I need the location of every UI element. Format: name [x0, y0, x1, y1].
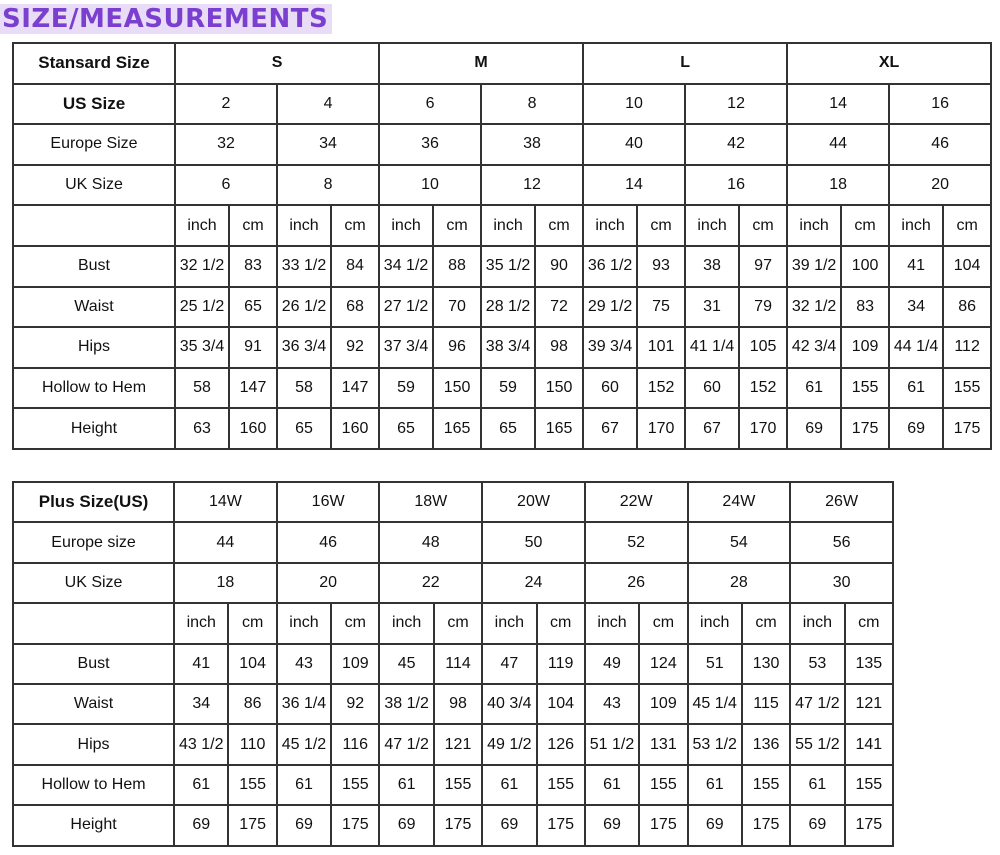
measurement-value: 51 1/2	[585, 724, 639, 764]
unit-inch: inch	[688, 603, 742, 643]
measurement-label: Waist	[13, 287, 175, 328]
measurement-value: 35 3/4	[175, 327, 229, 368]
measurement-value: 155	[434, 765, 482, 805]
plus-size-value: 18W	[379, 482, 482, 522]
plus-europe-size-value: 52	[585, 522, 688, 562]
plus-europe-size-value: 54	[688, 522, 791, 562]
measurement-value: 35 1/2	[481, 246, 535, 287]
measurement-value: 58	[175, 368, 229, 409]
measurement-value: 25 1/2	[175, 287, 229, 328]
us-size-value: 10	[583, 84, 685, 125]
measurement-value: 86	[228, 684, 276, 724]
measurement-value: 47 1/2	[790, 684, 844, 724]
measurement-label: Bust	[13, 644, 174, 684]
measurement-value: 59	[481, 368, 535, 409]
plus-size-header-row	[13, 482, 893, 522]
measurement-value: 155	[742, 765, 790, 805]
measurement-value: 61	[482, 765, 536, 805]
plus-measurement-row-height	[13, 805, 893, 845]
measurement-value: 32 1/2	[175, 246, 229, 287]
measurement-value: 61	[174, 765, 228, 805]
measurement-value: 83	[229, 246, 277, 287]
measurement-value: 43 1/2	[174, 724, 228, 764]
measurement-value: 43	[277, 644, 331, 684]
measurement-row-hollow-to-hem	[13, 368, 991, 409]
measurement-value: 61	[889, 368, 943, 409]
measurement-value: 55 1/2	[790, 724, 844, 764]
measurement-value: 91	[229, 327, 277, 368]
unit-cm: cm	[637, 205, 685, 246]
measurement-value: 69	[787, 408, 841, 449]
measurement-value: 114	[434, 644, 482, 684]
measurement-row-bust	[13, 246, 991, 287]
uk-size-value: 20	[889, 165, 991, 206]
plus-uk-size-row	[13, 563, 893, 603]
measurement-value: 67	[583, 408, 637, 449]
measurement-value: 131	[639, 724, 687, 764]
measurement-value: 39 3/4	[583, 327, 637, 368]
measurement-value: 100	[841, 246, 889, 287]
measurement-value: 69	[379, 805, 433, 845]
unit-cm: cm	[739, 205, 787, 246]
measurement-value: 136	[742, 724, 790, 764]
unit-cm: cm	[639, 603, 687, 643]
uk-size-value: 16	[685, 165, 787, 206]
measurement-value: 170	[637, 408, 685, 449]
measurement-value: 112	[943, 327, 991, 368]
plus-size-value: 24W	[688, 482, 791, 522]
uk-size-label: UK Size	[13, 165, 175, 206]
measurement-value: 41	[889, 246, 943, 287]
uk-size-value: 14	[583, 165, 685, 206]
measurement-value: 65	[481, 408, 535, 449]
plus-europe-size-value: 56	[790, 522, 893, 562]
measurement-value: 41 1/4	[685, 327, 739, 368]
measurement-value: 72	[535, 287, 583, 328]
uk-size-value: 8	[277, 165, 379, 206]
measurement-value: 104	[537, 684, 585, 724]
measurement-value: 65	[379, 408, 433, 449]
measurement-value: 69	[889, 408, 943, 449]
measurement-value: 121	[434, 724, 482, 764]
plus-unit-row	[13, 603, 893, 643]
measurement-value: 152	[739, 368, 787, 409]
measurement-value: 152	[637, 368, 685, 409]
plus-measurement-row-waist	[13, 684, 893, 724]
measurement-value: 79	[739, 287, 787, 328]
plus-measurement-row-bust	[13, 644, 893, 684]
uk-size-value: 12	[481, 165, 583, 206]
unit-row-blank	[13, 205, 175, 246]
measurement-value: 61	[790, 765, 844, 805]
europe-size-value: 42	[685, 124, 787, 165]
measurement-value: 92	[331, 684, 379, 724]
measurement-value: 65	[229, 287, 277, 328]
unit-inch: inch	[583, 205, 637, 246]
europe-size-value: 36	[379, 124, 481, 165]
plus-uk-size-value: 18	[174, 563, 277, 603]
measurement-value: 47 1/2	[379, 724, 433, 764]
size-group-s: S	[175, 43, 379, 84]
measurement-value: 96	[433, 327, 481, 368]
measurement-value: 38 1/2	[379, 684, 433, 724]
measurement-value: 119	[537, 644, 585, 684]
measurement-value: 58	[277, 368, 331, 409]
uk-size-value: 10	[379, 165, 481, 206]
measurement-value: 36 1/4	[277, 684, 331, 724]
measurement-value: 105	[739, 327, 787, 368]
unit-cm: cm	[228, 603, 276, 643]
unit-inch: inch	[685, 205, 739, 246]
measurement-value: 175	[845, 805, 893, 845]
measurement-label: Height	[13, 408, 175, 449]
unit-inch: inch	[481, 205, 535, 246]
us-size-value: 16	[889, 84, 991, 125]
uk-size-row	[13, 165, 991, 206]
unit-inch: inch	[482, 603, 536, 643]
plus-size-value: 26W	[790, 482, 893, 522]
measurement-label: Hollow to Hem	[13, 765, 174, 805]
unit-row	[13, 205, 991, 246]
measurement-value: 147	[331, 368, 379, 409]
measurement-label: Bust	[13, 246, 175, 287]
measurement-value: 175	[742, 805, 790, 845]
us-size-value: 2	[175, 84, 277, 125]
measurement-value: 39 1/2	[787, 246, 841, 287]
unit-inch: inch	[585, 603, 639, 643]
plus-europe-size-value: 46	[277, 522, 380, 562]
measurement-value: 61	[277, 765, 331, 805]
measurement-value: 45 1/2	[277, 724, 331, 764]
measurement-value: 29 1/2	[583, 287, 637, 328]
measurement-value: 88	[433, 246, 481, 287]
measurement-value: 61	[688, 765, 742, 805]
measurement-label: Hips	[13, 327, 175, 368]
measurement-value: 47	[482, 644, 536, 684]
measurement-label: Waist	[13, 684, 174, 724]
measurement-value: 130	[742, 644, 790, 684]
measurement-value: 175	[841, 408, 889, 449]
measurement-value: 43	[585, 684, 639, 724]
measurement-value: 155	[943, 368, 991, 409]
europe-size-label: Europe Size	[13, 124, 175, 165]
measurement-value: 38	[685, 246, 739, 287]
unit-cm: cm	[742, 603, 790, 643]
unit-cm: cm	[537, 603, 585, 643]
size-group-l: L	[583, 43, 787, 84]
measurement-value: 175	[331, 805, 379, 845]
measurement-value: 175	[943, 408, 991, 449]
plus-uk-size-value: 30	[790, 563, 893, 603]
measurement-value: 83	[841, 287, 889, 328]
measurement-value: 104	[943, 246, 991, 287]
unit-cm: cm	[943, 205, 991, 246]
europe-size-value: 38	[481, 124, 583, 165]
measurement-value: 36 1/2	[583, 246, 637, 287]
measurement-value: 75	[637, 287, 685, 328]
measurement-value: 38 3/4	[481, 327, 535, 368]
unit-cm: cm	[434, 603, 482, 643]
measurement-value: 150	[433, 368, 481, 409]
unit-cm: cm	[535, 205, 583, 246]
measurement-value: 165	[535, 408, 583, 449]
us-size-value: 8	[481, 84, 583, 125]
measurement-value: 45 1/4	[688, 684, 742, 724]
measurement-value: 69	[277, 805, 331, 845]
unit-cm: cm	[331, 603, 379, 643]
measurement-value: 109	[639, 684, 687, 724]
measurement-value: 60	[583, 368, 637, 409]
unit-inch: inch	[277, 205, 331, 246]
plus-europe-size-value: 50	[482, 522, 585, 562]
page-title: SIZE/MEASUREMENTS	[0, 4, 332, 34]
measurement-value: 165	[433, 408, 481, 449]
europe-size-value: 32	[175, 124, 277, 165]
standard-size-header-row	[13, 43, 991, 84]
measurement-value: 97	[739, 246, 787, 287]
measurement-value: 70	[433, 287, 481, 328]
measurement-value: 109	[331, 644, 379, 684]
measurement-value: 126	[537, 724, 585, 764]
uk-size-value: 6	[175, 165, 277, 206]
us-size-value: 6	[379, 84, 481, 125]
measurement-value: 104	[228, 644, 276, 684]
measurement-value: 42 3/4	[787, 327, 841, 368]
unit-inch: inch	[790, 603, 844, 643]
measurement-value: 27 1/2	[379, 287, 433, 328]
measurement-row-height	[13, 408, 991, 449]
plus-measurement-row-hips	[13, 724, 893, 764]
standard-size-label: Stansard Size	[13, 43, 175, 84]
plus-uk-size-label: UK Size	[13, 563, 174, 603]
measurement-value: 26 1/2	[277, 287, 331, 328]
measurement-value: 141	[845, 724, 893, 764]
measurement-value: 53	[790, 644, 844, 684]
measurement-value: 93	[637, 246, 685, 287]
measurement-value: 65	[277, 408, 331, 449]
measurement-value: 90	[535, 246, 583, 287]
us-size-value: 14	[787, 84, 889, 125]
us-size-row	[13, 84, 991, 125]
measurement-value: 61	[585, 765, 639, 805]
plus-uk-size-value: 22	[379, 563, 482, 603]
measurement-row-waist	[13, 287, 991, 328]
measurement-value: 40 3/4	[482, 684, 536, 724]
measurement-value: 28 1/2	[481, 287, 535, 328]
europe-size-row	[13, 124, 991, 165]
measurement-value: 155	[228, 765, 276, 805]
unit-inch: inch	[174, 603, 228, 643]
measurement-value: 34 1/2	[379, 246, 433, 287]
plus-unit-row-blank	[13, 603, 174, 643]
measurement-value: 98	[535, 327, 583, 368]
measurement-value: 110	[228, 724, 276, 764]
measurement-value: 34	[889, 287, 943, 328]
measurement-value: 155	[841, 368, 889, 409]
measurement-value: 150	[535, 368, 583, 409]
plus-size-value: 22W	[585, 482, 688, 522]
measurement-value: 147	[229, 368, 277, 409]
plus-europe-size-row	[13, 522, 893, 562]
size-group-xl: XL	[787, 43, 991, 84]
unit-cm: cm	[433, 205, 481, 246]
plus-uk-size-value: 28	[688, 563, 791, 603]
measurement-value: 67	[685, 408, 739, 449]
measurement-value: 115	[742, 684, 790, 724]
measurement-value: 69	[585, 805, 639, 845]
unit-inch: inch	[277, 603, 331, 643]
measurement-value: 109	[841, 327, 889, 368]
measurement-value: 121	[845, 684, 893, 724]
plus-size-value: 16W	[277, 482, 380, 522]
unit-inch: inch	[175, 205, 229, 246]
measurement-value: 41	[174, 644, 228, 684]
measurement-value: 63	[175, 408, 229, 449]
unit-inch: inch	[379, 603, 433, 643]
measurement-value: 175	[537, 805, 585, 845]
measurement-value: 69	[688, 805, 742, 845]
measurement-value: 33 1/2	[277, 246, 331, 287]
measurement-row-hips	[13, 327, 991, 368]
measurement-value: 160	[331, 408, 379, 449]
plus-uk-size-value: 20	[277, 563, 380, 603]
measurement-value: 44 1/4	[889, 327, 943, 368]
measurement-value: 49	[585, 644, 639, 684]
unit-inch: inch	[787, 205, 841, 246]
measurement-value: 155	[845, 765, 893, 805]
measurement-value: 84	[331, 246, 379, 287]
us-size-value: 4	[277, 84, 379, 125]
europe-size-value: 34	[277, 124, 379, 165]
measurement-value: 155	[537, 765, 585, 805]
measurement-value: 61	[379, 765, 433, 805]
measurement-value: 69	[174, 805, 228, 845]
unit-cm: cm	[229, 205, 277, 246]
plus-europe-size-label: Europe size	[13, 522, 174, 562]
europe-size-value: 40	[583, 124, 685, 165]
plus-europe-size-value: 48	[379, 522, 482, 562]
unit-cm: cm	[845, 603, 893, 643]
measurement-value: 51	[688, 644, 742, 684]
us-size-value: 12	[685, 84, 787, 125]
plus-measurement-row-hollow-to-hem	[13, 765, 893, 805]
measurement-value: 60	[685, 368, 739, 409]
uk-size-value: 18	[787, 165, 889, 206]
measurement-value: 155	[331, 765, 379, 805]
unit-inch: inch	[889, 205, 943, 246]
measurement-value: 170	[739, 408, 787, 449]
plus-size-table	[12, 481, 894, 847]
unit-cm: cm	[841, 205, 889, 246]
measurement-value: 49 1/2	[482, 724, 536, 764]
standard-size-table	[12, 42, 992, 450]
measurement-value: 98	[434, 684, 482, 724]
plus-uk-size-value: 24	[482, 563, 585, 603]
measurement-value: 61	[787, 368, 841, 409]
plus-uk-size-value: 26	[585, 563, 688, 603]
europe-size-value: 44	[787, 124, 889, 165]
measurement-value: 155	[639, 765, 687, 805]
measurement-value: 34	[174, 684, 228, 724]
plus-size-value: 20W	[482, 482, 585, 522]
measurement-value: 86	[943, 287, 991, 328]
measurement-value: 45	[379, 644, 433, 684]
measurement-value: 175	[228, 805, 276, 845]
measurement-value: 160	[229, 408, 277, 449]
measurement-value: 69	[482, 805, 536, 845]
measurement-value: 101	[637, 327, 685, 368]
measurement-value: 31	[685, 287, 739, 328]
europe-size-value: 46	[889, 124, 991, 165]
unit-inch: inch	[379, 205, 433, 246]
measurement-label: Height	[13, 805, 174, 845]
size-group-m: M	[379, 43, 583, 84]
measurement-label: Hips	[13, 724, 174, 764]
measurement-value: 59	[379, 368, 433, 409]
measurement-value: 53 1/2	[688, 724, 742, 764]
measurement-value: 68	[331, 287, 379, 328]
plus-size-value: 14W	[174, 482, 277, 522]
measurement-value: 69	[790, 805, 844, 845]
measurement-value: 92	[331, 327, 379, 368]
measurement-value: 32 1/2	[787, 287, 841, 328]
us-size-label: US Size	[13, 84, 175, 125]
measurement-value: 175	[434, 805, 482, 845]
measurement-value: 36 3/4	[277, 327, 331, 368]
unit-cm: cm	[331, 205, 379, 246]
plus-size-label: Plus Size(US)	[13, 482, 174, 522]
plus-europe-size-value: 44	[174, 522, 277, 562]
measurement-value: 135	[845, 644, 893, 684]
measurement-value: 37 3/4	[379, 327, 433, 368]
measurement-value: 124	[639, 644, 687, 684]
measurement-label: Hollow to Hem	[13, 368, 175, 409]
measurement-value: 116	[331, 724, 379, 764]
measurement-value: 175	[639, 805, 687, 845]
